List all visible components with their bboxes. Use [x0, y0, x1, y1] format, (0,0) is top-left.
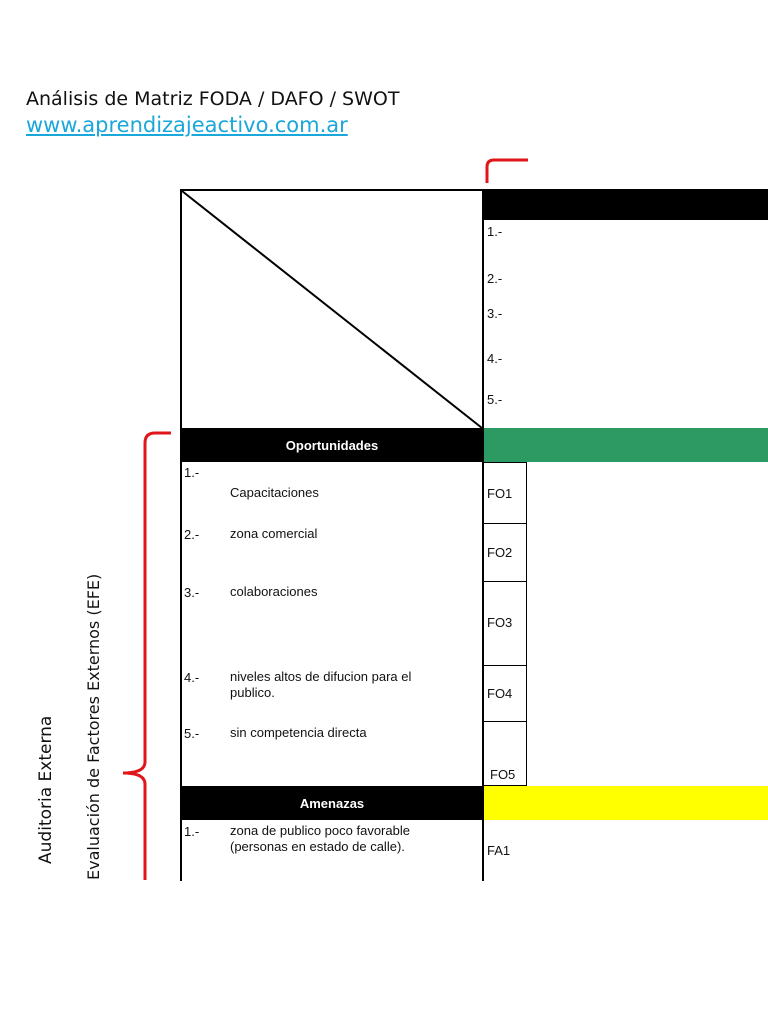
threats-band [484, 786, 768, 820]
side-label-auditoria: Auditoria Externa [36, 715, 56, 864]
fo-cell [483, 581, 527, 666]
opportunities-band [484, 428, 768, 462]
fo-code: FO3 [487, 615, 513, 630]
fo-cell [483, 665, 527, 722]
opportunity-text: colaboraciones [230, 584, 318, 599]
diagonal-line [181, 190, 484, 430]
fo-cell [483, 721, 527, 786]
opportunity-num: 3.- [184, 585, 200, 600]
top-bracket-icon [478, 155, 534, 187]
strength-num: 3.- [487, 306, 503, 321]
threats-header: Amenazas [180, 786, 484, 820]
strength-num: 4.- [487, 351, 503, 366]
fo-cell [483, 462, 527, 524]
website-link[interactable]: www.aprendizajeactivo.com.ar [26, 113, 348, 137]
opportunity-num: 5.- [184, 726, 200, 741]
opportunity-text: niveles altos de difucion para el publico. [230, 669, 412, 700]
curly-brace-icon [115, 428, 175, 884]
opportunity-num: 2.- [184, 527, 200, 542]
fo-code: FO2 [487, 545, 513, 560]
fa-code: FA1 [487, 843, 511, 858]
opportunity-num: 4.- [184, 670, 200, 685]
opportunity-num: 1.- [184, 465, 200, 480]
strength-num: 2.- [487, 271, 503, 286]
fo-code: FO4 [487, 686, 513, 701]
fo-cell [483, 523, 527, 582]
side-label-efe: Evaluación de Factores Externos (EFE) [84, 573, 103, 880]
opportunity-text: sin competencia directa [230, 725, 367, 740]
fo-code: FO5 [490, 767, 516, 782]
opportunities-header: Oportunidades [180, 428, 484, 462]
document-title: Análisis de Matriz FODA / DAFO / SWOT [26, 88, 400, 110]
strengths-header-bar [483, 189, 768, 220]
opportunity-text: zona comercial [230, 526, 318, 541]
opportunity-text: Capacitaciones [230, 485, 319, 500]
threat-num: 1.- [184, 824, 200, 839]
threat-text: zona de publico poco favorable (personas en estado de calle). [230, 823, 410, 854]
fo-code: FO1 [487, 486, 513, 501]
strength-num: 5.- [487, 392, 503, 407]
strength-num: 1.- [487, 224, 503, 239]
